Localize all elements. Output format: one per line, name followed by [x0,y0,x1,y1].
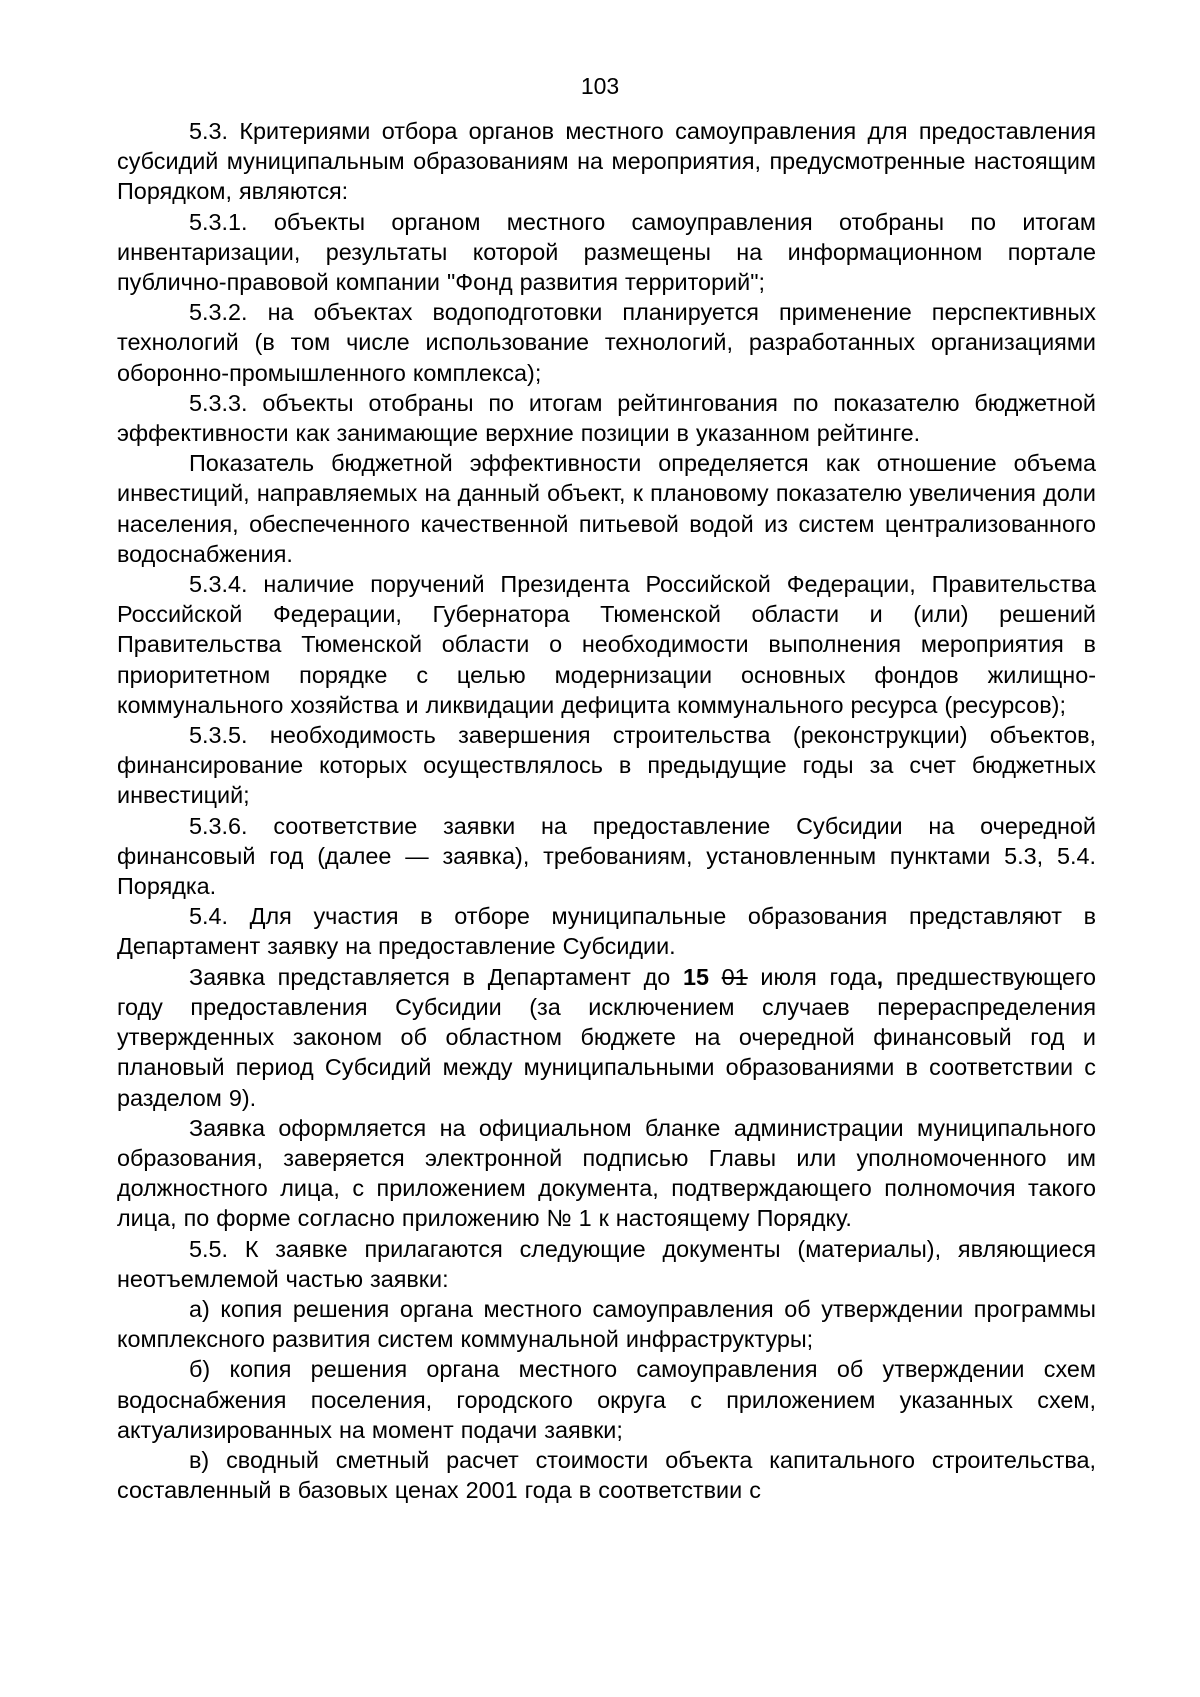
text-run: 5.5. К заявке прилагаются следующие документы (материалы), являющиеся неотъемлемой частью заявки: [117,1235,1096,1292]
text-run: 5.3.2. на объектах водоподготовки планируется применение перспективных технологий (в том числе использование технологий, разработанных организациями оборонно-промышленного комплекса); [117,299,1096,386]
paragraph [117,297,1096,388]
paragraph [117,1445,1096,1505]
text-run: 5.3.5. необходимость завершения строительства (реконструкции) объектов, финансирование которых осуществлялось в предыдущие годы за счет бюджетных инвестиций; [117,722,1096,809]
paragraph [117,388,1096,448]
text-run: 5.3. Критериями отбора органов местного самоуправления для предоставления субсидий муниципальным образованиям на мероприятия, предусмотренные настоящим Порядком, являются: [117,118,1096,205]
paragraph [117,207,1096,298]
strikethrough-text: 01 [721,963,748,990]
text-run: предшествующего году предоставления Субсидии (за исключением случаев перераспределения утвержденных законом об областном бюджете на очередной финансовый год и плановый период Субсидий между муниципальными образованиями в соответствии с разделом 9). [117,963,1097,1111]
paragraph [117,901,1096,961]
paragraph [117,811,1096,902]
paragraph [117,448,1096,569]
paragraph [117,1234,1096,1294]
text-run: а) копия решения органа местного самоуправления об утверждении программы комплексного развития систем коммунальной инфраструктуры; [117,1295,1096,1353]
text-run: 5.3.4. наличие поручений Президента Российской Федерации, Правительства Российской Федерации, Губернатора Тюменской области и (или) решений Правительства Тюменской области о необходимости выполнения мероприятия в приоритетном порядке с целью модернизации основных фондов жилищно-коммунального хозяйства и ликвидации дефицита коммунального ресурса (ресурсов); [117,571,1096,718]
text-run: в) сводный сметный расчет стоимости объекта капитального строительства, составленный в базовых ценах 2001 года в соответствии с [117,1446,1096,1504]
text-run: Заявка оформляется на официальном бланке администрации муниципального образования, заверяется электронной подписью Главы или уполномоченного им должностного лица, с приложением документа, подтверждающего полномочия такого лица, по форме согласно приложению № 1 к настоящему Порядку. [117,1114,1096,1232]
page-number: 103 [580,73,620,99]
text-run: Заявка представляется в Департамент до [189,963,683,990]
bold-text: 15 [682,963,709,990]
text-run: июля года [747,963,877,990]
document-body [117,116,1096,1505]
text-run: 5.3.3. объекты отобраны по итогам рейтингования по показателю бюджетной эффективности как занимающие верхние позиции в указанном рейтинге. [117,389,1096,447]
text-run: 5.3.1. объекты органом местного самоуправления отобраны по итогам инвентаризации, результаты которой размещены на информационном портале публично-правовой компании "Фонд развития территорий"; [117,208,1096,296]
paragraph [117,962,1096,1113]
paragraph [117,720,1096,811]
text-run: 5.4. Для участия в отборе муниципальные образования представляют в Департамент заявку на предоставление Субсидии. [117,903,1096,960]
paragraph [117,116,1096,207]
bold-text: , [876,963,884,990]
text-run [709,964,722,990]
text-run: б) копия решения органа местного самоуправления об утверждении схем водоснабжения поселения, городского округа с приложением указанных схем, актуализированных на момент подачи заявки; [117,1356,1096,1443]
paragraph [117,1294,1096,1354]
paragraph [117,1354,1096,1445]
paragraph [117,569,1096,720]
paragraph [117,1113,1096,1234]
text-run: 5.3.6. соответствие заявки на предоставление Субсидии на очередной финансовый год (далее — заявка), требованиям, установленным пунктами 5.3, 5.4. Порядка. [117,812,1096,900]
text-run: Показатель бюджетной эффективности определяется как отношение объема инвестиций, направляемых на данный объект, к плановому показателю увеличения доли населения, обеспеченного качественной питьевой водой из систем централизованного водоснабжения. [117,450,1096,567]
